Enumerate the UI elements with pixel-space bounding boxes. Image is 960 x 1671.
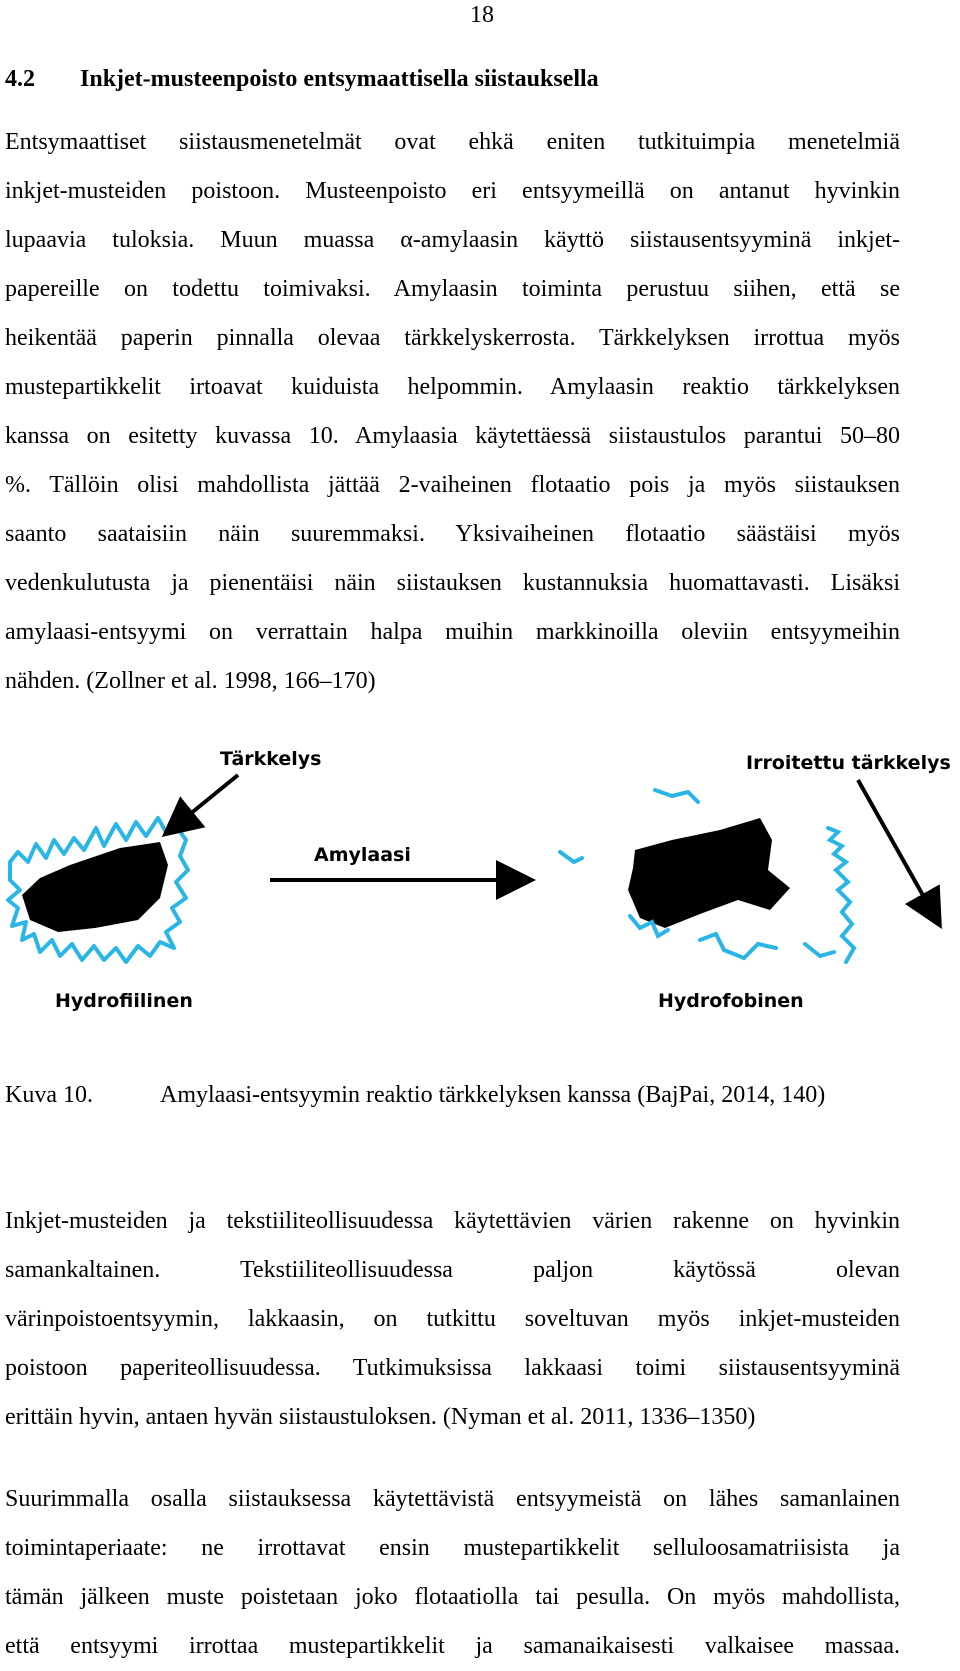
figure-amylase-reaction <box>0 748 960 1020</box>
figure-illustration <box>0 770 960 1020</box>
fiber-fragment-right <box>700 934 776 958</box>
paragraph-line: Entsymaattiset siistausmenetelmät ovat ehkä eniten tutkituimpia menetelmiä <box>5 129 900 155</box>
paragraph-line: papereille on todettu toimivaksi. Amylaasin toiminta perustuu siihen, että se <box>5 276 900 302</box>
page-number: 18 <box>470 2 494 28</box>
paragraph-line: amylaasi-entsyymi on verrattain halpa muihin markkinoilla oleviin entsyymeihin <box>5 619 900 645</box>
paragraph-line: erittäin hyvin, antaen hyvän siistaustuloksen. (Nyman et al. 2011, 1336–1350) <box>5 1404 756 1430</box>
paragraph-line: tämän jälkeen muste poistetaan joko flotaatiolla tai pesulla. On myös mahdollista, <box>5 1584 900 1610</box>
paragraph-line: että entsyymi irrottaa mustepartikkelit ja samanaikaisesti valkaisee massaa. <box>5 1633 900 1659</box>
paragraph-line: toimintaperiaate: ne irrottavat ensin mustepartikkelit selluloosamatriisista ja <box>5 1535 900 1561</box>
fiber-fragment-right <box>655 790 698 802</box>
hydrophilic-label: Hydrofiilinen <box>55 990 193 1012</box>
paragraph-3 <box>5 1475 900 1671</box>
paragraph-line: samankaltainen. Tekstiiliteollisuudessa paljon käytössä olevan <box>5 1257 900 1283</box>
paragraph-line: poistoon paperiteollisuudessa. Tutkimuksissa lakkaasi toimi siistausentsyyminä <box>5 1355 900 1381</box>
fiber-fragment-right <box>805 944 834 956</box>
paragraph-line: %. Tällöin olisi mahdollista jättää 2-vaiheinen flotaatio pois ja myös siistauksen <box>5 472 900 498</box>
paragraph-line: Inkjet-musteiden ja tekstiiliteollisuudessa käytettävien värien rakenne on hyvinkin <box>5 1208 900 1234</box>
section-number: 4.2 <box>5 66 35 92</box>
section-heading <box>5 64 905 94</box>
paragraph-line: nähden. (Zollner et al. 1998, 166–170) <box>5 668 376 694</box>
hydrophobic-label: Hydrofobinen <box>658 990 804 1012</box>
paragraph-line: saanto saataisiin näin suuremmaksi. Yksivaiheinen flotaatio säästäisi myös <box>5 521 900 547</box>
paragraph-line: Suurimmalla osalla siistauksessa käytettävistä entsyymeistä on lähes samanlainen <box>5 1486 900 1512</box>
starch-pointer-arrow <box>168 775 238 832</box>
paragraph-line: vedenkulutusta ja pienentäisi näin siistauksen kustannuksia huomattavasti. Lisäksi <box>5 570 900 596</box>
paragraph-line: heikentää paperin pinnalla olevaa tärkkelyskerrosta. Tärkkelyksen irrottua myös <box>5 325 900 351</box>
paragraph-line: inkjet-musteiden poistoon. Musteenpoisto eri entsyymeillä on antanut hyvinkin <box>5 178 900 204</box>
released-starch-label: Irroitettu tärkkelys <box>746 752 951 774</box>
starch-particle-right <box>628 818 790 928</box>
caption-text: Amylaasi-entsyymin reaktio tärkkelyksen kanssa (BajPai, 2014, 140) <box>160 1082 826 1108</box>
released-starch-pointer-arrow <box>858 780 938 922</box>
section-title: Inkjet-musteenpoisto entsymaattisella siistauksella <box>80 66 599 92</box>
fiber-fragment-right <box>828 828 854 962</box>
paragraph-1 <box>5 118 900 706</box>
amylase-label: Amylaasi <box>314 844 411 866</box>
paragraph-line: värinpoistoentsyymin, lakkaasin, on tutkittu soveltuvan myös inkjet-musteiden <box>5 1306 900 1332</box>
paragraph-line: mustepartikkelit irtoavat kuiduista helpommin. Amylaasin reaktio tärkkelyksen <box>5 374 900 400</box>
starch-label: Tärkkelys <box>220 748 322 770</box>
paragraph-line: kanssa on esitetty kuvassa 10. Amylaasia käytettäessä siistaustulos parantui 50–80 <box>5 423 900 449</box>
paragraph-line: lupaavia tuloksia. Muun muassa α-amylaasin käyttö siistausentsyyminä inkjet- <box>5 227 900 253</box>
paragraph-2 <box>5 1197 900 1442</box>
fiber-fragment-right <box>560 852 582 862</box>
caption-label: Kuva 10. <box>5 1082 93 1108</box>
